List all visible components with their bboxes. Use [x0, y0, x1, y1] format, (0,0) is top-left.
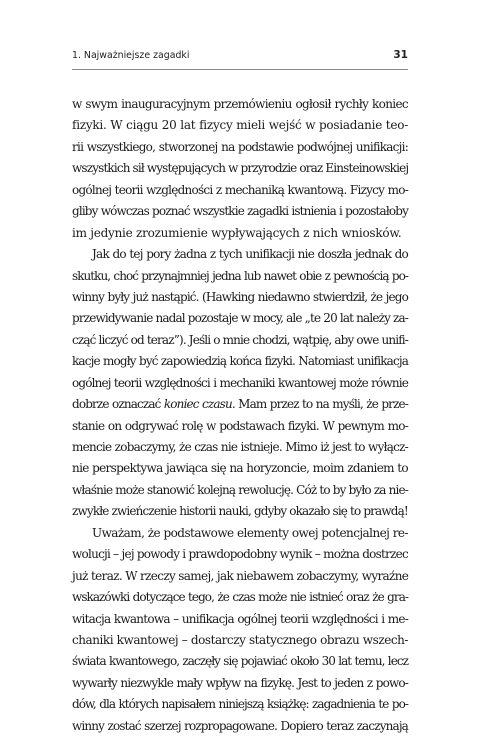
- text-segment: w swym inauguracyjnym przemówieniu ogłosił rychły koniec: [72, 97, 408, 111]
- text-line: [72, 501, 408, 522]
- text-segment: cząć liczyć od teraz”). Jeśli o mnie chodzi, wątpię, aby owe unifi-: [72, 332, 408, 347]
- text-segment: stanie on odgrywać rolę w podstawach fizyki. W pewnym mo-: [72, 418, 408, 433]
- text-segment: winny zostać szerzej rozpropagowane. Dopiero teraz zaczynają: [72, 718, 408, 733]
- text-line: [72, 458, 408, 479]
- text-segment: dobrze oznaczać: [72, 397, 164, 412]
- running-head: 1. Najważniejsze zagadki: [72, 50, 190, 61]
- text-segment: wolucji – jej powody i prawdopodobny wynik – można dostrzec: [72, 547, 408, 562]
- text-segment: dów, dla których napisałem niniejszą książkę: zagadnienia te po-: [72, 697, 408, 712]
- text-segment: świata kwantowego, zaczęły się pojawiać około 30 lat temu, lecz: [72, 654, 408, 669]
- text-line: [72, 651, 408, 672]
- text-segment: winny były już nastąpić. (Hawking niedawno stwierdził, że jego: [72, 289, 408, 304]
- text-segment: Jak do tej pory żadna z tych unifikacji nie doszła jednak do: [92, 247, 408, 262]
- page-header: [72, 50, 408, 64]
- text-line: [72, 609, 408, 630]
- text-segment: Uważam, że podstawowe elementy owej potencjalnej re-: [92, 525, 408, 540]
- text-line: [72, 673, 408, 694]
- text-line: [72, 158, 408, 179]
- text-segment: wszystkich sił występujących w przyrodzie oraz Einsteinowskiej: [72, 161, 409, 176]
- text-segment: już teraz. W rzeczy samej, jak niebawem zobaczymy, wyraźne: [72, 568, 409, 583]
- text-segment: przewidywanie nadal pozostaje w mocy, ale „te 20 lat należy za-: [72, 311, 408, 326]
- text-segment: gliby wówczas poznać wszystkie zagadki istnienia i pozostałoby: [72, 204, 408, 219]
- text-line: [72, 201, 408, 222]
- text-segment: im jedynie zrozumienie wypływających z nich wniosków.: [72, 225, 402, 240]
- text-segment: kacje mogły być zapowiedzią końca fizyki. Natomiast unifikacja: [72, 354, 408, 369]
- body-text: [72, 94, 408, 737]
- page-number: 31: [393, 49, 408, 61]
- text-line: [72, 137, 408, 158]
- text-segment: ogólnej teorii względności i mechaniki kwantowej może równie: [72, 375, 408, 390]
- text-line: [72, 566, 408, 587]
- text-line: [72, 330, 408, 351]
- text-line: [72, 308, 408, 329]
- text-line: [72, 480, 408, 501]
- text-segment: mencie zobaczymy, że czas nie istnieje. Mimo iż jest to wyłącz-: [72, 440, 408, 454]
- text-line: [72, 694, 408, 715]
- text-segment: ogólnej teorii względności z mechaniką kwantową. Fizycy mo-: [72, 182, 408, 197]
- text-segment: właśnie może stanowić kolejną rewolucję. Cóż to by było za nie-: [72, 482, 408, 497]
- text-segment: nie perspektywa jawiąca się na horyzoncie, moim zdaniem to: [72, 461, 408, 476]
- text-line: [72, 437, 408, 458]
- text-line: [72, 394, 408, 415]
- text-segment: zwykłe zwieńczenie historii nauki, gdyby okazało się to prawdą!: [72, 504, 408, 519]
- text-segment: rii wszystkiego, stworzonej na podstawie podwójnej unifikacji:: [72, 139, 408, 154]
- text-segment: witacja kwantowa – unifikacja ogólnej teorii względności i me-: [72, 611, 408, 626]
- text-line: [72, 351, 408, 372]
- text-line: [72, 223, 408, 244]
- text-line: [72, 587, 408, 608]
- text-line: [72, 373, 408, 394]
- text-line: [72, 523, 408, 544]
- text-line: [72, 416, 408, 437]
- text-line: [72, 266, 408, 287]
- text-line: [72, 716, 408, 737]
- text-segment: wywarły niezwykle mały wpływ na fizykę. Jest to jeden z powo-: [72, 675, 408, 690]
- text-segment: . Mam przez to na myśli, że prze-: [231, 397, 409, 412]
- header-rule: [72, 69, 408, 70]
- text-line: [72, 630, 408, 651]
- text-line: [72, 180, 408, 201]
- text-segment: wskazówki dotyczące tego, że czas może nie istnieć oraz że gra-: [72, 590, 408, 605]
- italic-text: koniec czasu: [163, 397, 232, 412]
- text-segment: chaniki kwantowej – dostarczy statycznego obrazu wszech-: [72, 632, 408, 647]
- text-line: [72, 544, 408, 565]
- text-segment: fizyki. W ciągu 20 lat fizycy mieli wejść w posiadanie teo-: [72, 118, 408, 133]
- text-line: [72, 115, 408, 136]
- text-line: [72, 287, 408, 308]
- text-line: [72, 244, 408, 265]
- text-segment: skutku, choć przynajmniej jedna lub nawet obie z pewnością po-: [72, 268, 408, 283]
- text-line: [72, 94, 408, 115]
